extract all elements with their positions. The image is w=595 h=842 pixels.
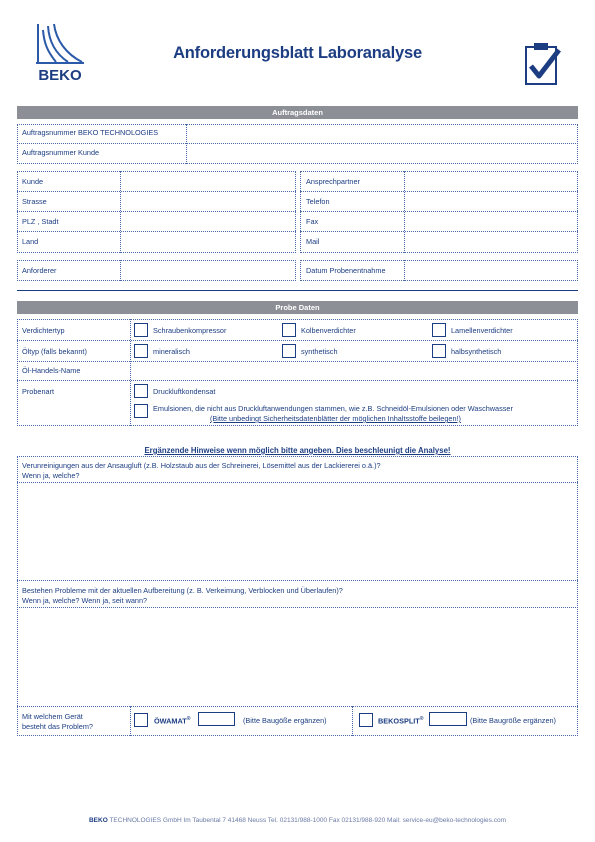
question-2-line1: Bestehen Probleme mit der aktuellen Aufbereitung (z. B. Verkeimung, Verblocken und Überlaufen)? [22,586,343,595]
option-emulsionen-note: (Bitte unbedingt Sicherheitsdatenblätter der möglichen Inhaltsstoffe beilegen!) [210,414,461,423]
label-anforderer: Anforderer [22,266,57,275]
label-oeltyp: Öltyp (falls bekannt) [22,347,87,356]
input-fax[interactable] [406,212,577,230]
input-ansprechpartner[interactable] [406,172,577,190]
label-kunde: Kunde [22,177,44,186]
footer-company: BEKO [88,817,108,824]
label-mail: Mail [306,237,320,246]
section-header-probe-daten: Probe Daten [17,301,578,314]
option-oewamat: ÖWAMAT® [154,716,191,726]
checkbox-schraubenkompressor[interactable] [134,323,148,337]
input-oel-handelsname[interactable] [132,362,577,379]
checkbox-kolbenverdichter[interactable] [282,323,296,337]
input-kunde[interactable] [122,172,295,190]
input-oewamat-baugroesse[interactable] [198,712,235,726]
page-title: Anforderungsblatt Laboranalyse [173,44,422,62]
input-plz-stadt[interactable] [122,212,295,230]
hint-oewamat-baugroesse: (Bitte Baugöße ergänzen) [243,716,327,725]
label-ansprechpartner: Ansprechpartner [306,177,360,186]
checkbox-halbsynthetisch[interactable] [432,344,446,358]
option-druckluftkondensat: Druckluftkondensat [153,387,216,396]
option-mineralisch: mineralisch [153,347,190,356]
option-lamellenverdichter: Lamellenverdichter [451,326,513,335]
input-strasse[interactable] [122,192,295,210]
label-verdichtertyp: Verdichtertyp [22,326,65,335]
section-divider [17,290,578,291]
answer-1-area[interactable] [18,483,577,579]
checkbox-oewamat[interactable] [134,713,148,727]
section-header-auftragsdaten: Auftragsdaten [17,106,578,119]
question-2-line2: Wenn ja, welche? Wenn ja, seit wann? [22,596,148,605]
label-oel-handelsname: Öl-Handels-Name [22,366,81,375]
label-auftragsnummer-kunde: Auftragsnummer Kunde [22,148,100,157]
input-auftragsnummer-beko[interactable] [188,125,577,142]
input-land[interactable] [122,232,295,252]
hinweise-note: Ergänzende Hinweise wenn möglich bitte angeben. Dies beschleunigt die Analyse! [144,446,451,455]
answer-2-area[interactable] [18,608,577,705]
label-strasse: Strasse [22,197,47,206]
option-halbsynthetisch: halbsynthetisch [451,347,502,356]
option-bekosplit: BEKOSPLIT® [378,716,424,726]
option-schraubenkompressor: Schraubenkompressor [153,326,227,335]
input-mail[interactable] [406,232,577,252]
input-datum-probenentnahme[interactable] [406,261,577,280]
checkbox-mineralisch[interactable] [134,344,148,358]
label-datum-probenentnahme: Datum Probenentnahme [306,266,386,275]
label-geraet-line1: Mit welchem Gerät [22,712,83,721]
label-telefon: Telefon [306,197,330,206]
input-bekosplit-baugroesse[interactable] [429,712,467,726]
logo-text: BEKO [38,67,82,84]
checkbox-lamellenverdichter[interactable] [432,323,446,337]
checkbox-synthetisch[interactable] [282,344,296,358]
input-telefon[interactable] [406,192,577,210]
option-synthetisch: synthetisch [301,347,338,356]
label-land: Land [22,237,39,246]
input-auftragsnummer-kunde[interactable] [188,144,577,163]
footer-text: TECHNOLOGIES GmbH Im Taubental 7 41468 Neuss Tel. 02131/988-1000 Fax 02131/988-920 Mail: service-eu@beko-technologies.com [107,817,507,824]
hint-bekosplit-baugroesse: (Bitte Baugröße ergänzen) [470,716,556,725]
label-auftragsnummer-beko: Auftragsnummer BEKO TECHNOLOGIES [22,128,159,137]
checkbox-emulsionen[interactable] [134,404,148,418]
checkbox-bekosplit[interactable] [359,713,373,727]
label-probenart: Probenart [22,387,55,396]
clipboard-check-icon [522,42,562,86]
option-kolbenverdichter: Kolbenverdichter [301,326,356,335]
label-plz-stadt: PLZ , Stadt [22,217,59,226]
input-anforderer[interactable] [122,261,295,280]
question-1-line1: Verunreinigungen aus der Ansaugluft (z.B. Holzstaub aus der Schreinerei, Lösemittel aus der Lackiererei o.ä.)? [22,461,381,470]
question-1-line2: Wenn ja, welche? [22,471,80,480]
option-emulsionen: Emulsionen, die nicht aus Druckluftanwendungen stammen, wie z.B. Schneidöl-Emulsionen oder Waschwasser [153,404,513,413]
label-geraet-line2: besteht das Problem? [22,722,93,731]
label-fax: Fax [306,217,319,226]
checkbox-druckluftkondensat[interactable] [134,384,148,398]
footer [0,817,595,824]
